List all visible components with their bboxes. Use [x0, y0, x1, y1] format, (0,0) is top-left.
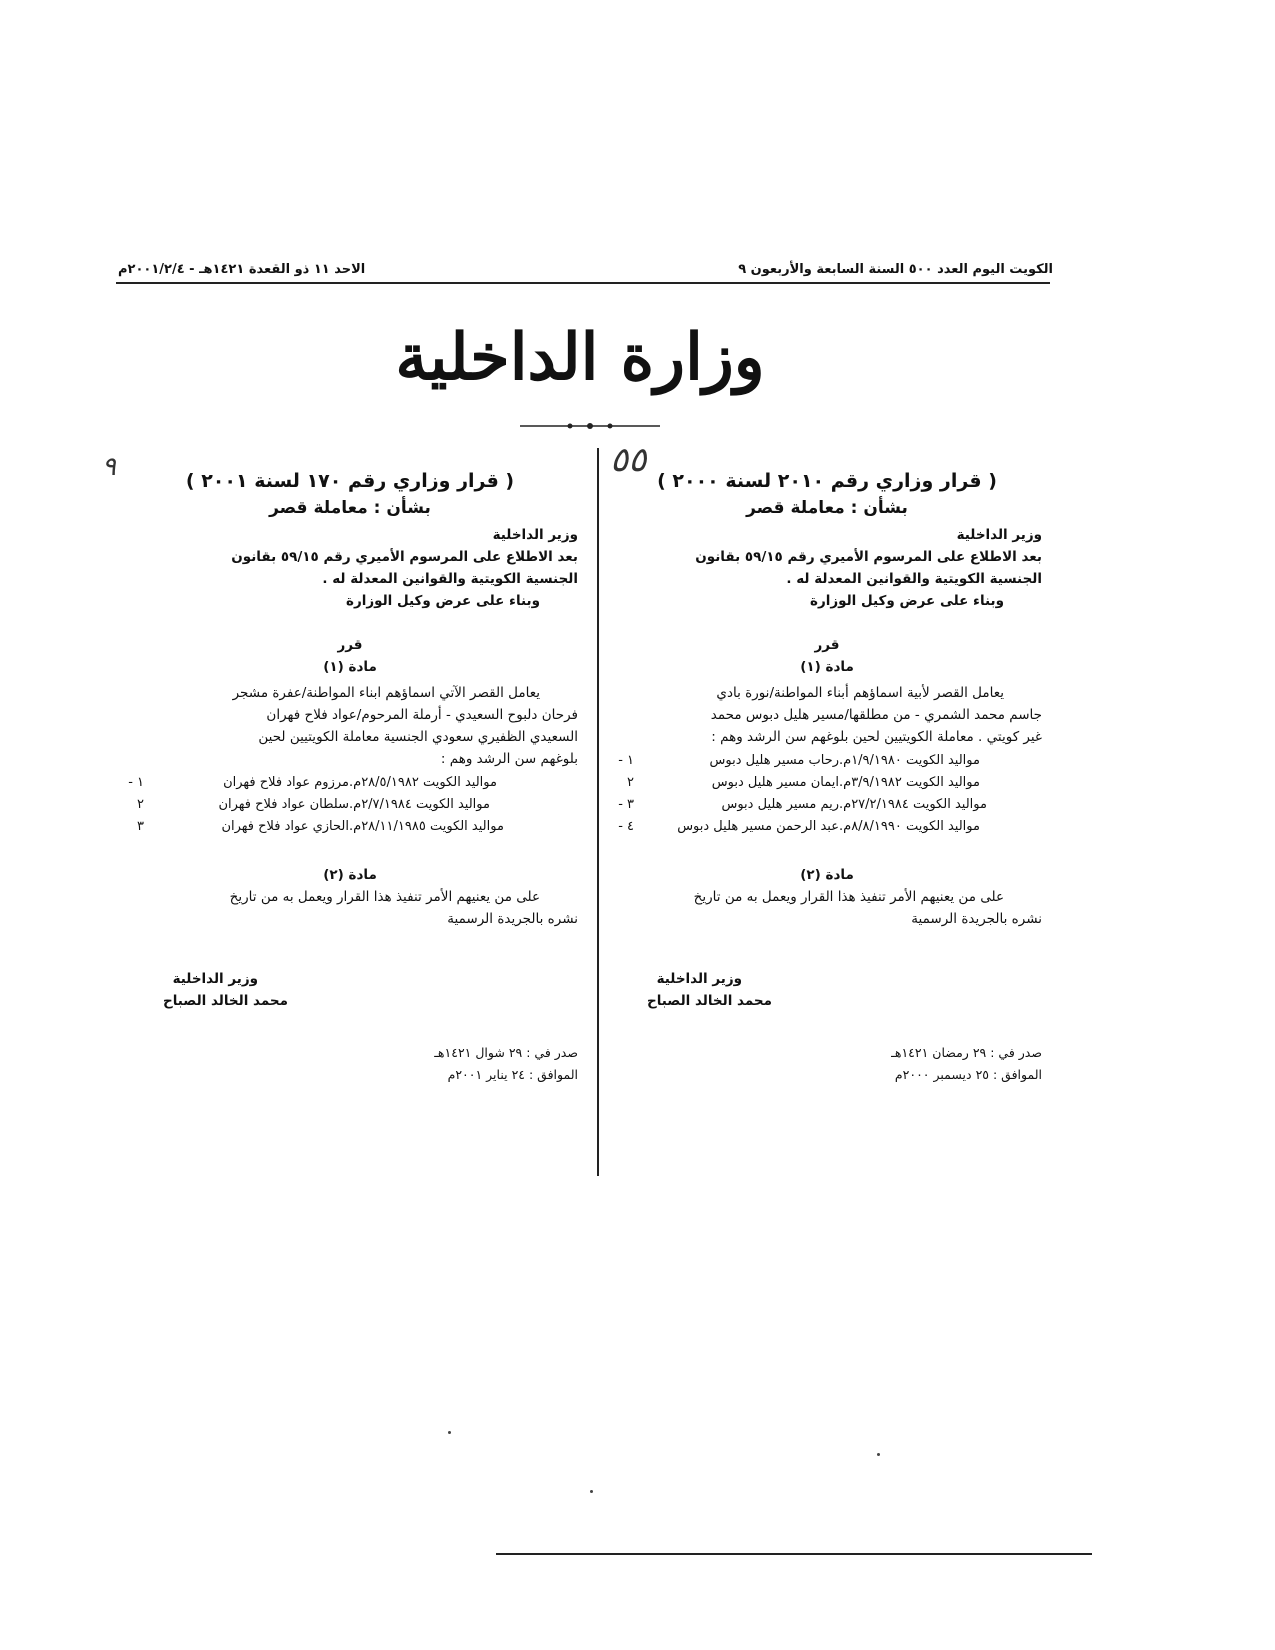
scan-speck [590, 1490, 593, 1493]
handwritten-mark-left: ٩ [102, 452, 116, 482]
item-number: ٣ - [618, 797, 634, 812]
article-2-line: على من يعنيهم الأمر تنفيذ هذا القرار ويعمل به من تاريخ [229, 889, 540, 905]
right-decision [612, 468, 1042, 1086]
article-2-heading: مادة (٢) [800, 867, 854, 883]
item-number: ١ - [128, 775, 144, 790]
item-number: ٤ - [618, 819, 634, 834]
child-name: ايمان مسير هليل دبوس [711, 775, 839, 790]
article-1-line: غير كويتي . معاملة الكويتيين لحين بلوغهم سن الرشد وهم : [711, 729, 1042, 745]
birth-info: مواليد الكويت ١/٩/١٩٨٠م. [839, 753, 980, 768]
birth-info: مواليد الكويت ٢٨/١١/١٩٨٥م. [349, 819, 504, 834]
signature-title: وزير الداخلية [656, 971, 742, 987]
child-name: مرزوم عواد فلاح فهران [223, 775, 349, 790]
list-item [612, 750, 1042, 772]
article-2-heading: مادة (٢) [323, 867, 377, 883]
article-1-line: بلوغهم سن الرشد وهم : [440, 751, 578, 767]
list-item [122, 772, 578, 794]
list-item [612, 794, 1042, 816]
signature-name: محمد الخالد الصباح [646, 993, 772, 1009]
item-number: ٢ [137, 797, 144, 812]
article-2-line: نشره بالجريدة الرسمية [447, 911, 578, 927]
header-rule [116, 282, 1050, 284]
decision-title: ( قرار وزاري رقم ٢٠١٠ لسنة ٢٠٠٠ ) [657, 470, 997, 492]
children-list [612, 750, 1042, 838]
decision-title: ( قرار وزاري رقم ١٧٠ لسنة ٢٠٠١ ) [185, 470, 515, 492]
preamble-line: الجنسية الكويتية والقوانين المعدلة له . [786, 571, 1042, 587]
header-issue-info: الكويت اليوم العدد ٥٠٠ السنة السابعة والأربعون ٩ [738, 262, 1053, 277]
child-name: ريم مسير هليل دبوس [721, 797, 839, 812]
list-item [612, 772, 1042, 794]
minister-heading: وزير الداخلية [492, 527, 578, 543]
corresponding-date: الموافق : ٢٤ يناير ٢٠٠١م [447, 1067, 578, 1082]
article-1-line: فرحان دلبوح السعيدي - أرملة المرحوم/عواد فلاح فهران [266, 707, 578, 723]
children-list [122, 772, 578, 838]
child-name: رحاب مسير هليل دبوس [709, 753, 839, 768]
child-name: سلطان عواد فلاح فهران [218, 797, 349, 812]
birth-info: مواليد الكويت ٨/٨/١٩٩٠م. [839, 819, 980, 834]
decision-subject: بشأن : معاملة قصر [269, 498, 431, 518]
birth-info: مواليد الكويت ٢٧/٢/١٩٨٤م. [839, 797, 987, 812]
preamble-line: بعد الاطلاع على المرسوم الأميري رقم ٥٩/١٥ بقانون [231, 549, 578, 565]
issue-date: صدر في : ٢٩ رمضان ١٤٢١هـ [891, 1045, 1042, 1060]
article-1-line: يعامل القصر لأبية اسماؤهم أبناء المواطنة/نورة بادي [716, 685, 1004, 701]
child-name: عبد الرحمن مسير هليل دبوس [677, 819, 839, 834]
ministry-title: وزارة الداخلية [395, 320, 765, 395]
article-1-line: جاسم محمد الشمري - من مطلقها/مسير هليل دبوس محمد [710, 707, 1042, 723]
scan-speck [448, 1431, 451, 1434]
decision-subject: بشأن : معاملة قصر [746, 498, 908, 518]
decided-heading: قرر [814, 637, 840, 653]
birth-info: مواليد الكويت ٢٨/٥/١٩٨٢م. [349, 775, 497, 790]
item-number: ١ - [618, 753, 634, 768]
column-divider [597, 448, 599, 1176]
minister-heading: وزير الداخلية [956, 527, 1042, 543]
item-number: ٣ [137, 819, 144, 834]
article-1-line: يعامل القصر الآتي اسماؤهم ابناء المواطنة/عفرة مشجر [232, 685, 540, 701]
header-date: الاحد ١١ ذو القعدة ١٤٢١هـ - ٢٠٠١/٢/٤م [118, 262, 366, 277]
article-1-line: السعيدي الظفيري سعودي الجنسية معاملة الكويتيين لحين [258, 729, 578, 745]
birth-info: مواليد الكويت ٢/٧/١٩٨٤م. [349, 797, 490, 812]
article-2-line: نشره بالجريدة الرسمية [911, 911, 1042, 927]
list-item [122, 816, 578, 838]
preamble-line: وبناء على عرض وكيل الوزارة [345, 593, 540, 609]
article-2-line: على من يعنيهم الأمر تنفيذ هذا القرار ويعمل به من تاريخ [693, 889, 1004, 905]
article-1-heading: مادة (١) [323, 659, 377, 675]
birth-info: مواليد الكويت ٣/٩/١٩٨٢م. [839, 775, 980, 790]
item-number: ٢ [627, 775, 634, 790]
corresponding-date: الموافق : ٢٥ ديسمبر ٢٠٠٠م [894, 1067, 1042, 1082]
preamble-line: الجنسية الكويتية والقوانين المعدلة له . [322, 571, 578, 587]
preamble-line: وبناء على عرض وكيل الوزارة [809, 593, 1004, 609]
signature-title: وزير الداخلية [172, 971, 258, 987]
signature-name: محمد الخالد الصباح [162, 993, 288, 1009]
decided-heading: قرر [337, 637, 363, 653]
article-1-heading: مادة (١) [800, 659, 854, 675]
child-name: الحازي عواد فلاح فهران [221, 819, 349, 834]
scan-speck [877, 1453, 880, 1456]
list-item [612, 816, 1042, 838]
preamble-line: بعد الاطلاع على المرسوم الأميري رقم ٥٩/١٥ بقانون [695, 549, 1042, 565]
handwritten-mark-right: ٥٥ [610, 440, 647, 480]
bottom-rule [496, 1553, 1092, 1555]
issue-date: صدر في : ٢٩ شوال ١٤٢١هـ [434, 1045, 578, 1060]
list-item [122, 794, 578, 816]
ornament-divider [520, 421, 660, 431]
left-decision [122, 468, 578, 1086]
